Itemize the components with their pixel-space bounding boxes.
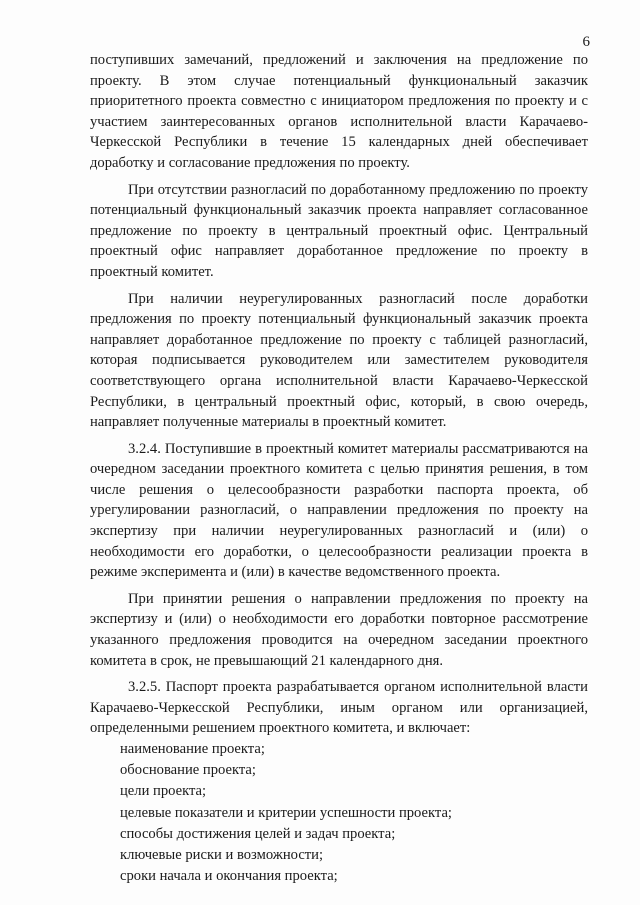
list-item: целевые показатели и критерии успешности проекта;	[120, 804, 452, 821]
paragraph-2: При отсутствии разногласий по доработанному предложению по проекту потенциальный функциональный заказчик проекта направляет согласованное предложение по проекту в центральный проектный офис. Центральный проектный офис направляет доработанное предложение по проекту в проектный комитет.	[90, 181, 588, 280]
passport-contents-list	[90, 739, 588, 887]
list-item: ключевые риски и возможности;	[120, 847, 324, 864]
page-number: 6	[582, 34, 590, 50]
list-item: обоснование проекта;	[120, 762, 256, 779]
paragraph-4: 3.2.4. Поступившие в проектный комитет материалы рассматриваются на очередном заседании проектного комитета с целью принятия решения, в том числе решения о целесообразности разработки паспорта проекта, об урегулировании разногласий, о направлении предложения по проекту на экспертизу при наличии неурегулированных разногласий и (или) о необходимости его доработки, о целесообразности реализации проекта в режиме эксперимента и (или) в качестве ведомственного проекта.	[90, 440, 588, 581]
list-item: цели проекта;	[120, 783, 207, 800]
document-body	[90, 50, 588, 887]
paragraph-1: поступивших замечаний, предложений и заключения на предложение по проекту. В этом случае потенциальный функциональный заказчик приоритетного проекта совместно с инициатором предложения по проекту и с участием заинтересованных органов исполнительной власти Карачаево-Черкесской Республики в течение 15 календарных дней обеспечивает доработку и согласование предложения по проекту.	[90, 52, 588, 171]
paragraph-3: При наличии неурегулированных разногласий после доработки предложения по проекту потенциальный функциональный заказчик проекта направляет доработанное предложение по проекту с таблицей разногласий, которая подписывается руководителем или заместителем руководителя соответствующего органа исполнительной власти Карачаево-Черкесской Республики, в центральный проектный офис, который, в свою очередь, направляет полученные материалы в проектный комитет.	[90, 290, 588, 431]
list-item: наименование проекта;	[120, 741, 265, 757]
list-item: сроки начала и окончания проекта;	[120, 868, 338, 885]
paragraph-5: При принятии решения о направлении предложения по проекту на экспертизу и (или) о необходимости его доработки повторное рассмотрение указанного предложения проводится на очередном заседании проектного комитета в срок, не превышающий 21 календарного дня.	[90, 590, 588, 669]
paragraph-6: 3.2.5. Паспорт проекта разрабатывается органом исполнительной власти Карачаево-Черкесской Республики, иным органом или организацией, определенными решением проектного комитета, и включает:	[90, 679, 588, 737]
list-item: способы достижения целей и задач проекта;	[120, 825, 396, 842]
